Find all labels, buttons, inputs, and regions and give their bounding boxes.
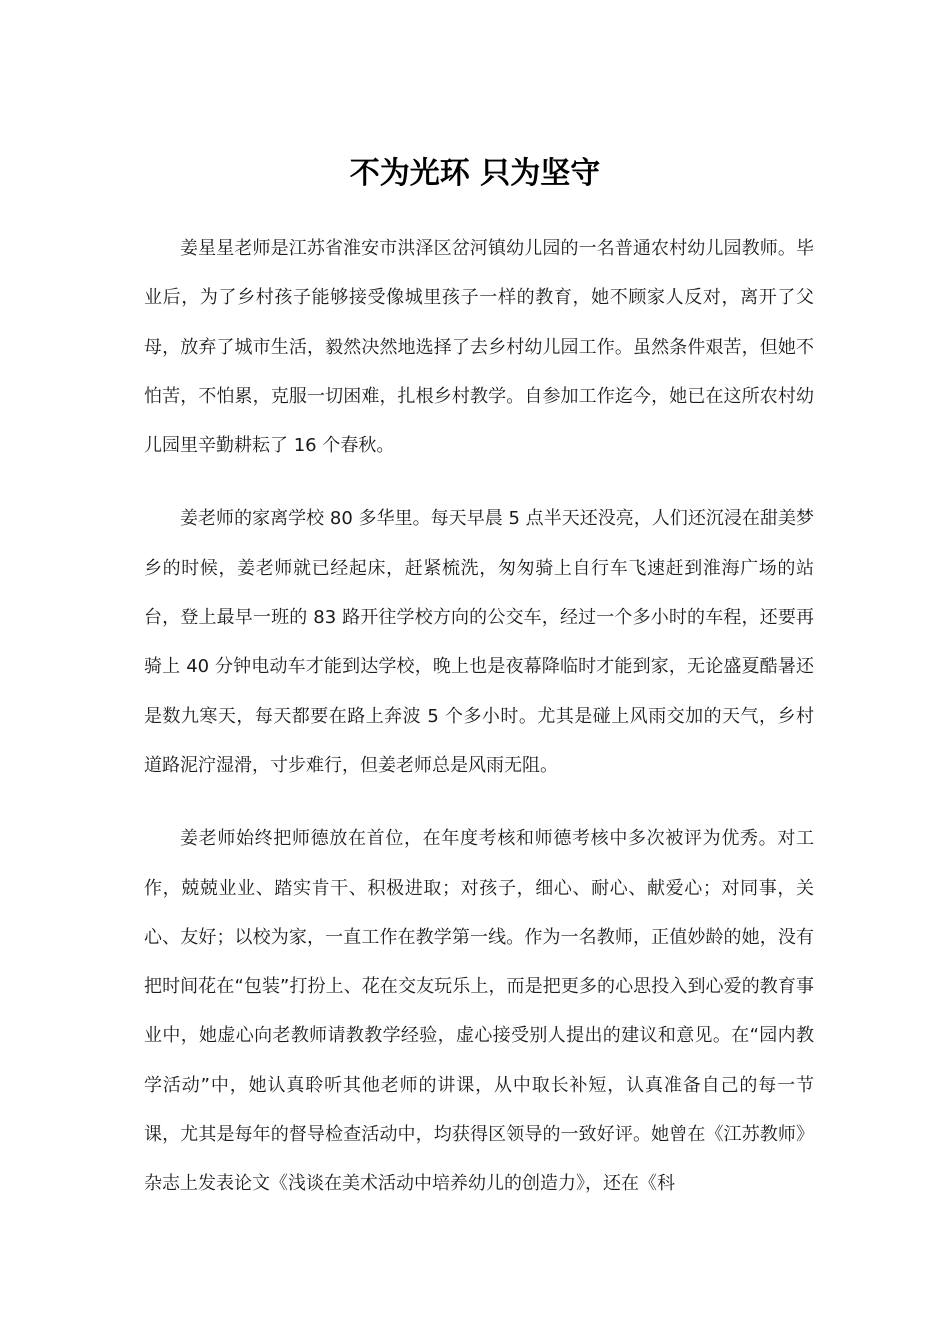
document-body — [144, 224, 814, 1233]
paragraph-2: 姜老师的家离学校 80 多华里。每天早晨 5 点半天还没亮，人们还沉浸在甜美梦乡的时候，姜老师就已经起床，赶紧梳洗，匆匆骑上自行车飞速赶到淮海广场的站台，登上最早一班的 83 路开往学校方向的公交车，经过一个多小时的车程，还要再骑上 40 分钟电动车才能到达学校，晚上也是夜幕降临时才能到家，无论盛夏酷暑还是数九寒天，每天都要在路上奔波 5 个多小时。尤其是碰上风雨交加的天气，乡村道路泥泞湿滑，寸步难行，但姜老师总是风雨无阻。 — [144, 508, 814, 776]
document-title: 不为光环 只为坚守 — [349, 156, 601, 191]
paragraph-3: 姜老师始终把师德放在首位，在年度考核和师德考核中多次被评为优秀。对工作，兢兢业业、踏实肯干、积极进取；对孩子，细心、耐心、献爱心；对同事，关心、友好；以校为家，一直工作在教学第一线。作为一名教师，正值妙龄的她，没有把时间花在“包装”打扮上、花在交友玩乐上，而是把更多的心思投入到心爱的教育事业中，她虚心向老教师请教教学经验，虚心接受别人提出的建议和意见。在“园内教学活动”中，她认真聆听其他老师的讲课，从中取长补短，认真准备自己的每一节课，尤其是每年的督导检查活动中，均获得区领导的一致好评。她曾在《江苏教师》杂志上发表论文《浅谈在美术活动中培养幼儿的创造力》，还在《科 — [144, 828, 814, 1195]
paragraph-1: 姜星星老师是江苏省淮安市洪泽区岔河镇幼儿园的一名普通农村幼儿园教师。毕业后，为了乡村孩子能够接受像城里孩子一样的教育，她不顾家人反对，离开了父母，放弃了城市生活，毅然决然地选择了去乡村幼儿园工作。虽然条件艰苦，但她不怕苦，不怕累，克服一切困难，扎根乡村教学。自参加工作迄今，她已在这所农村幼儿园里辛勤耕耘了 16 个春秋。 — [144, 238, 814, 457]
